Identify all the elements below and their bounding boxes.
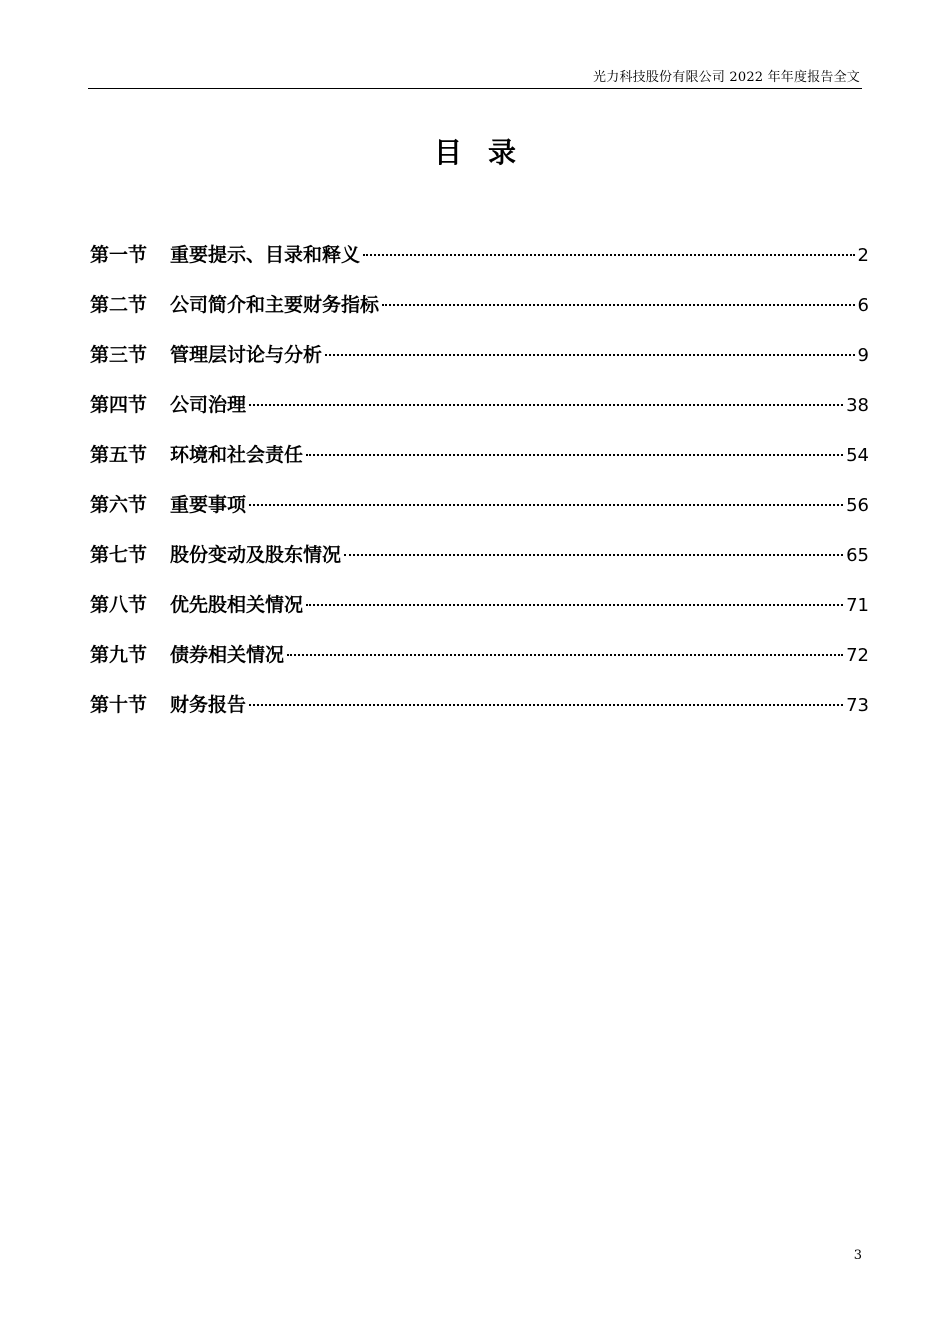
toc-section-number: 第一节 (90, 244, 148, 266)
toc-dot-leader (363, 254, 855, 256)
toc-entry[interactable] (90, 540, 869, 590)
toc-section-title: 公司治理 (170, 394, 247, 416)
toc-dot-leader (249, 504, 843, 506)
footer-page-number: 3 (853, 1248, 862, 1263)
toc-section-number: 第三节 (90, 344, 148, 366)
toc-dot-leader (306, 604, 843, 606)
toc-page-number: 72 (846, 645, 869, 666)
toc-dot-leader (306, 454, 843, 456)
toc-section-title: 环境和社会责任 (170, 444, 304, 466)
toc-page-number: 71 (846, 595, 869, 616)
toc-entry[interactable] (90, 640, 869, 690)
toc-page-number: 2 (857, 245, 869, 266)
toc-entry[interactable] (90, 340, 869, 390)
toc-section-number: 第九节 (90, 644, 148, 666)
toc-section-number: 第八节 (90, 594, 148, 616)
page-header (88, 62, 862, 89)
toc-section-number: 第十节 (90, 694, 148, 716)
toc-page-number: 65 (846, 545, 869, 566)
toc-dot-leader (344, 554, 843, 556)
toc-section-number: 第五节 (90, 444, 148, 466)
toc-dot-leader (249, 704, 843, 706)
toc-page-number: 73 (846, 695, 869, 716)
toc-section-title: 公司简介和主要财务指标 (170, 294, 380, 316)
toc-section-title: 管理层讨论与分析 (170, 344, 323, 366)
toc-section-title: 债券相关情况 (170, 644, 285, 666)
table-of-contents (90, 240, 869, 740)
header-text: 光力科技股份有限公司 2022 年年度报告全文 (593, 70, 860, 85)
toc-section-title: 财务报告 (170, 694, 247, 716)
page-title: 目录 (433, 136, 542, 169)
toc-page-number: 6 (857, 295, 869, 316)
toc-dot-leader (382, 304, 855, 306)
toc-entry[interactable] (90, 490, 869, 540)
toc-section-number: 第二节 (90, 294, 148, 316)
toc-section-title: 股份变动及股东情况 (170, 544, 342, 566)
toc-entry[interactable] (90, 390, 869, 440)
toc-entry[interactable] (90, 690, 869, 740)
toc-section-number: 第七节 (90, 544, 148, 566)
toc-page-number: 38 (846, 395, 869, 416)
toc-entry[interactable] (90, 440, 869, 490)
toc-section-title: 重要提示、目录和释义 (170, 244, 361, 266)
toc-page-number: 56 (846, 495, 869, 516)
toc-page-number: 9 (857, 345, 869, 366)
toc-dot-leader (325, 354, 855, 356)
toc-page-number: 54 (846, 445, 869, 466)
toc-entry[interactable] (90, 290, 869, 340)
toc-entry[interactable] (90, 240, 869, 290)
toc-dot-leader (249, 404, 843, 406)
toc-section-title: 重要事项 (170, 494, 247, 516)
toc-entry[interactable] (90, 590, 869, 640)
toc-section-title: 优先股相关情况 (170, 594, 304, 616)
toc-dot-leader (287, 654, 843, 656)
toc-section-number: 第六节 (90, 494, 148, 516)
toc-section-number: 第四节 (90, 394, 148, 416)
